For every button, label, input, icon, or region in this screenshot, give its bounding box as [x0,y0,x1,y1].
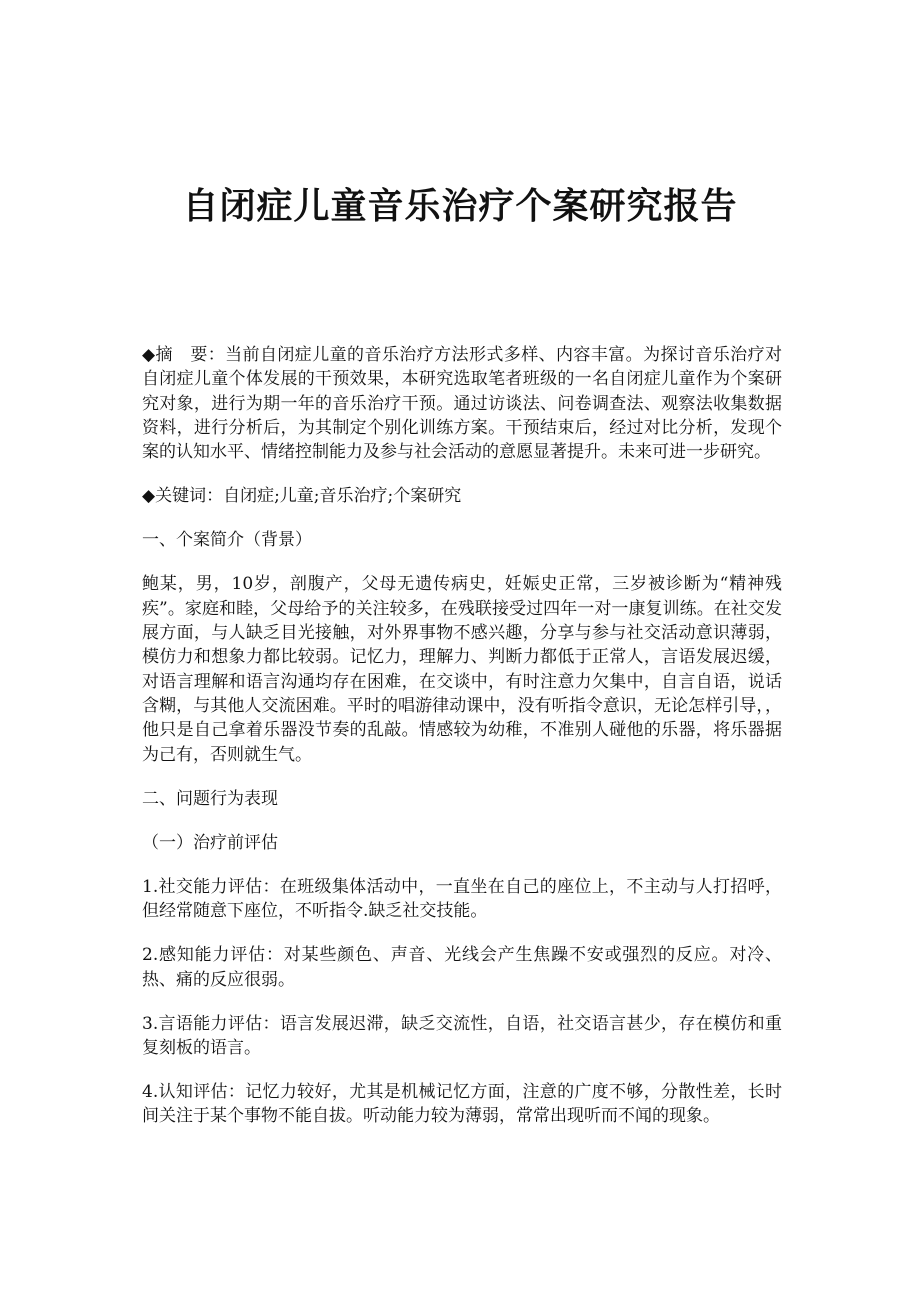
case-intro-paragraph: 鲍某，男，10岁，剖腹产，父母无遗传病史，妊娠史正常，三岁被诊断为“精神残疾”。家庭和睦，父母给予的关注较多，在残联接受过四年一对一康复训练。在社交发展方面，与人缺乏目光接触，对外界事物不感兴趣，分享与参与社交活动意识薄弱，模仿力和想象力都比较弱。记忆力，理解力、判断力都低于正常人，言语发展迟缓，对语言理解和语言沟通均存在困难，在交谈中，有时注意力欠集中，自言自语，说话含糊，与其他人交流困难。平时的唱游律动课中，没有听指令意识，无论怎样引导，，他只是自己拿着乐器没节奏的乱敲。情感较为幼稚，不准别人碰他的乐器，将乐器据为己有，否则就生气。 [142,574,782,765]
section-heading-case-intro: 一、个案简介（背景） [142,530,312,551]
assessment-item-language: 3.言语能力评估：语言发展迟滞，缺乏交流性，自语，社交语言甚少，存在模仿和重复刻板的语言。 [142,1013,782,1058]
abstract-paragraph: ◆摘 要：当前自闭症儿童的音乐治疗方法形式多样、内容丰富。为探讨音乐治疗对自闭症儿童个体发展的干预效果，本研究选取笔者班级的一名自闭症儿童作为个案研究对象，进行为期一年的音乐治疗干预。通过访谈法、问卷调查法、观察法收集数据资料，进行分析后，为其制定个别化训练方案。干预结束后，经过对比分析，发现个案的认知水平、情绪控制能力及参与社会活动的意愿显著提升。未来可进一步研究。 [142,345,782,463]
document-title: 自闭症儿童音乐治疗个案研究报告 [182,185,738,227]
document-body [142,343,782,1148]
assessment-item-social: 1.社交能力评估：在班级集体活动中，一直坐在自己的座位上，不主动与人打招呼，但经常随意下座位，不听指令.缺乏社交技能。 [142,876,782,922]
subsection-heading-pre-assessment: （一）治疗前评估 [142,832,278,853]
keywords-paragraph: ◆关键词：自闭症;儿童;音乐治疗;个案研究 [142,486,462,507]
section-heading-problem-behavior: 二、问题行为表现 [142,788,278,809]
assessment-item-cognition: 4.认知评估：记忆力较好，尤其是机械记忆方面，注意的广度不够，分散性差，长时间关注于某个事物不能自拔。听动能力较为薄弱，常常出现听而不闻的现象。 [142,1082,782,1127]
assessment-item-perception: 2.感知能力评估：对某些颜色、声音、光线会产生焦躁不安或强烈的反应。对冷、热、痛的反应很弱。 [142,945,782,990]
